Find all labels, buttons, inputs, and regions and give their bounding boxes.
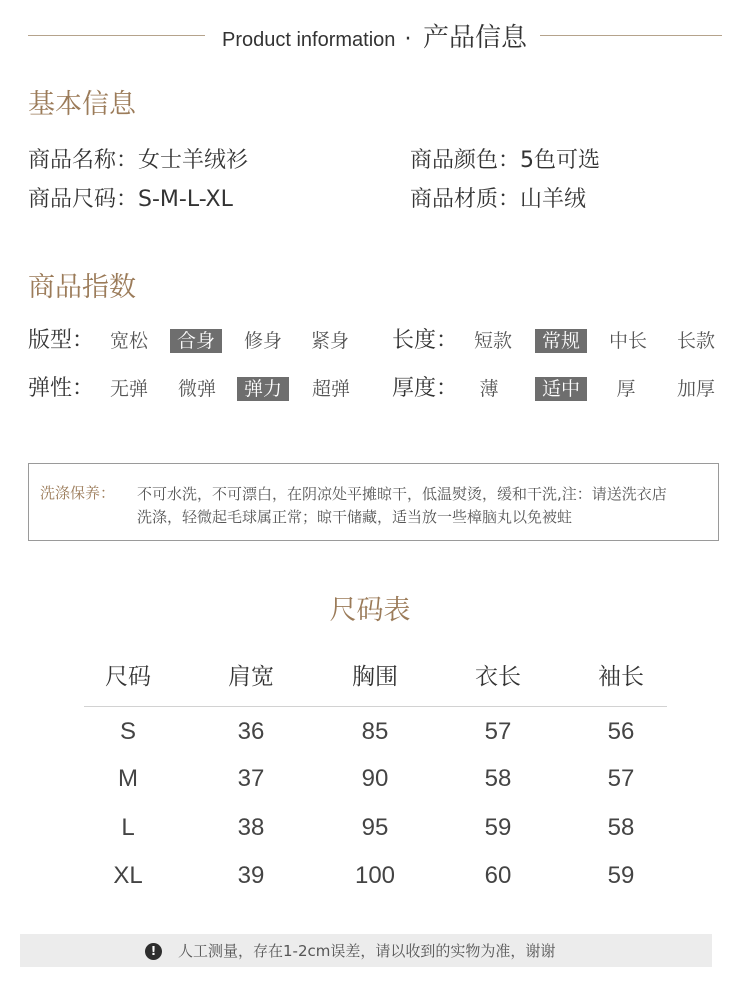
exclamation-circle-icon: ! [145,943,162,960]
info-item-color [410,146,600,176]
table-cell: 39 [237,862,265,889]
table-cell: 85 [361,718,389,745]
info-item-name [28,146,248,176]
index-option: 加厚 [676,378,715,400]
header-rule-right [540,35,722,36]
column-header-sleeve: 袖长 [598,664,644,690]
index-option: 宽松 [109,330,148,352]
table-cell: M [118,765,138,792]
info-label: 商品颜色： [410,148,521,173]
index-option: 微弹 [177,378,216,400]
index-option: 弹力 [237,377,289,401]
index-option: 短款 [473,330,512,352]
table-cell: 100 [354,862,396,889]
notice-text: 人工测量，存在1-2cm误差，请以收到的实物为准，谢谢 [178,942,556,960]
index-label-elasticity: 弹性： [28,376,95,401]
care-text-line: 洗涤，轻微起毛球属正常；晾干储藏，适当放一些樟脑丸以免被蛀 [137,508,573,526]
header-title-en: Product information [222,29,396,51]
index-option: 合身 [170,329,222,353]
index-option: 超弹 [311,378,350,400]
header-separator: · [404,27,412,52]
table-cell: S [119,718,136,745]
index-option: 中长 [608,330,647,352]
info-label: 商品尺码： [28,187,139,212]
basic-info-heading: 基本信息 [28,89,136,120]
index-option: 厚 [616,378,636,400]
table-cell: XL [113,862,143,889]
info-label: 商品材质： [410,187,521,212]
index-label-thickness: 厚度： [392,376,459,401]
care-text-line: 不可水洗，不可漂白，在阴凉处平摊晾干，低温熨烫，缓和干洗,注：请送洗衣店 [137,485,667,503]
table-cell: 60 [484,862,512,889]
table-cell: 36 [237,718,265,745]
column-header-length: 衣长 [475,664,521,690]
info-label: 商品名称： [28,148,139,173]
table-cell: 37 [237,765,265,792]
column-header-size: 尺码 [105,664,151,690]
care-label: 洗涤保养： [40,484,116,502]
info-value: S-M-L-XL [138,187,233,212]
table-cell: L [121,814,135,841]
info-item-size [28,185,233,215]
index-option: 修身 [243,330,282,352]
info-value: 山羊绒 [520,187,587,212]
index-option: 常规 [535,329,587,353]
index-option: 紧身 [310,330,349,352]
info-value: 5色可选 [520,148,601,173]
header-title-zh: 产品信息 [423,23,528,53]
index-option: 无弹 [109,378,148,400]
indices-heading: 商品指数 [28,272,136,303]
table-cell: 57 [607,765,635,792]
info-item-material [410,185,586,215]
index-option: 薄 [479,378,499,400]
column-header-chest: 胸围 [352,664,398,690]
table-cell: 90 [361,765,389,792]
index-label-length: 长度： [392,328,459,353]
table-cell: 59 [484,814,512,841]
index-label-fit: 版型： [28,328,95,353]
table-cell: 95 [361,814,389,841]
info-value: 女士羊绒衫 [138,148,249,173]
table-cell: 59 [607,862,635,889]
size-table-heading: 尺码表 [329,595,411,626]
table-cell: 58 [484,765,512,792]
header-rule-left [28,35,205,36]
index-option: 适中 [535,377,587,401]
table-cell: 56 [607,718,635,745]
table-cell: 58 [607,814,635,841]
column-header-shoulder: 肩宽 [228,664,274,690]
table-header-divider [84,706,667,707]
table-cell: 38 [237,814,265,841]
index-option: 长款 [676,330,715,352]
table-cell: 57 [484,718,512,745]
